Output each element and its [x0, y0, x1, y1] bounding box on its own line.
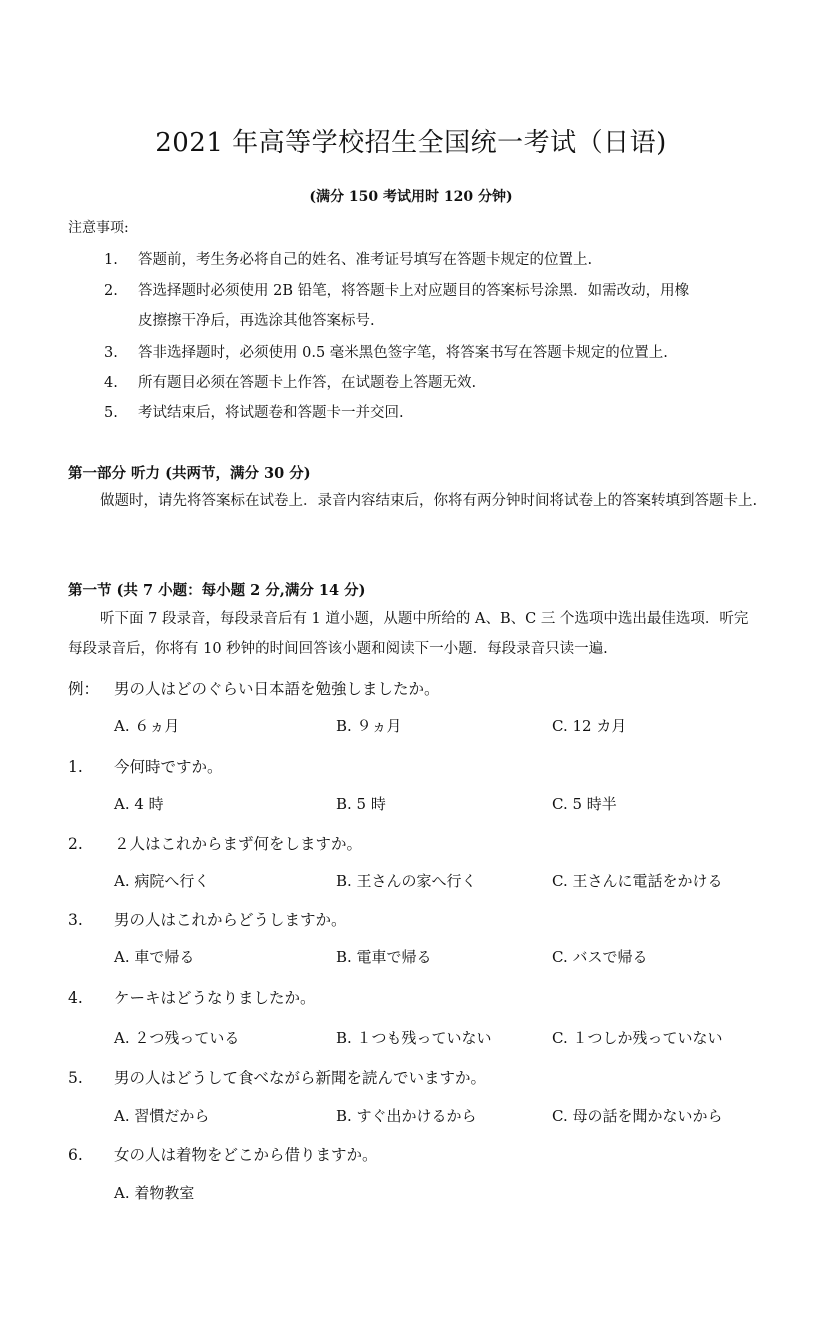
- option-c: C. 王さんに電話をかける: [552, 872, 723, 890]
- option-a: A. 4 時: [114, 795, 164, 813]
- part1-heading: 第一部分 听力 (共两节，满分 30 分): [68, 465, 311, 482]
- note-item: 1. 答题前，考生务必将自己的姓名、准考证号填写在答题卡规定的位置上.: [104, 252, 593, 268]
- option-c: C. 5 時半: [552, 795, 617, 813]
- option-b: B. 電車で帰る: [336, 948, 432, 966]
- note-item: 5. 考试结束后，将试题卷和答题卡一并交回.: [104, 405, 404, 421]
- note-item: 2. 答选择题时必须使用 2B 铅笔，将答题卡上对应题目的答案标号涂黑．如需改动，用橡: [104, 283, 690, 299]
- question: 例： 男の人はどのぐらい日本語を勉強しましたか。: [68, 680, 440, 698]
- option-b: B. １つも残っていない: [336, 1029, 492, 1047]
- question: 5. 男の人はどうして食べながら新聞を読んでいますか。: [68, 1069, 487, 1087]
- option-b: B. ９ヵ月: [336, 717, 402, 735]
- question: 4. ケーキはどうなりましたか。: [68, 989, 316, 1007]
- option-b: B. すぐ出かけるから: [336, 1107, 477, 1125]
- option-a: A. ２つ残っている: [114, 1029, 240, 1047]
- notes-heading: 注意事项:: [68, 220, 129, 236]
- section1-heading: 第一节 (共 7 小题：每小题 2 分,满分 14 分): [68, 582, 366, 599]
- option-b: B. 5 時: [336, 795, 386, 813]
- question: 2. ２人はこれからまず何をしますか。: [68, 835, 363, 853]
- option-a: A. 習慣だから: [114, 1107, 210, 1125]
- section1-instructions: 听下面 7 段录音，每段录音后有 1 道小题，从题中所给的 A、B、C 三 个选项中选出最佳选项．听完每段录音后，你将有 10 秒钟的时间回答该小题和阅读下一小题．每段录音只读一遍.: [68, 611, 749, 657]
- option-c: C. バスで帰る: [552, 948, 648, 966]
- part1-instructions: 做题时，请先将答案标在试卷上．录音内容结束后，你将有两分钟时间将试卷上的答案转填到答题卡上.: [100, 493, 758, 509]
- option-c: C. 母の話を聞かないから: [552, 1107, 723, 1125]
- option-a: A. 病院へ行く: [114, 872, 210, 890]
- option-a: A. 着物教室: [114, 1184, 195, 1202]
- question: 3. 男の人はこれからどうしますか。: [68, 911, 347, 929]
- option-a: A. 車で帰る: [114, 948, 195, 966]
- question: 6. 女の人は着物をどこから借りますか。: [68, 1146, 378, 1164]
- question: 1. 今何時ですか。: [68, 758, 223, 776]
- option-c: C. １つしか残っていない: [552, 1029, 723, 1047]
- option-c: C. 12 カ月: [552, 717, 627, 735]
- page-subtitle: (满分 150 考试用时 120 分钟): [309, 189, 513, 205]
- page-title: 2021 年高等学校招生全国统一考试（日语): [155, 128, 667, 158]
- note-item: 3. 答非选择题时，必须使用 0.5 毫米黑色签字笔，将答案书写在答题卡规定的位置上.: [104, 345, 668, 361]
- option-b: B. 王さんの家へ行く: [336, 872, 477, 890]
- note-item-continuation: 皮擦擦干净后，再选涂其他答案标号.: [138, 313, 375, 329]
- option-a: A. ６ヵ月: [114, 717, 180, 735]
- note-item: 4. 所有题目必须在答题卡上作答，在试题卷上答题无效.: [104, 375, 477, 391]
